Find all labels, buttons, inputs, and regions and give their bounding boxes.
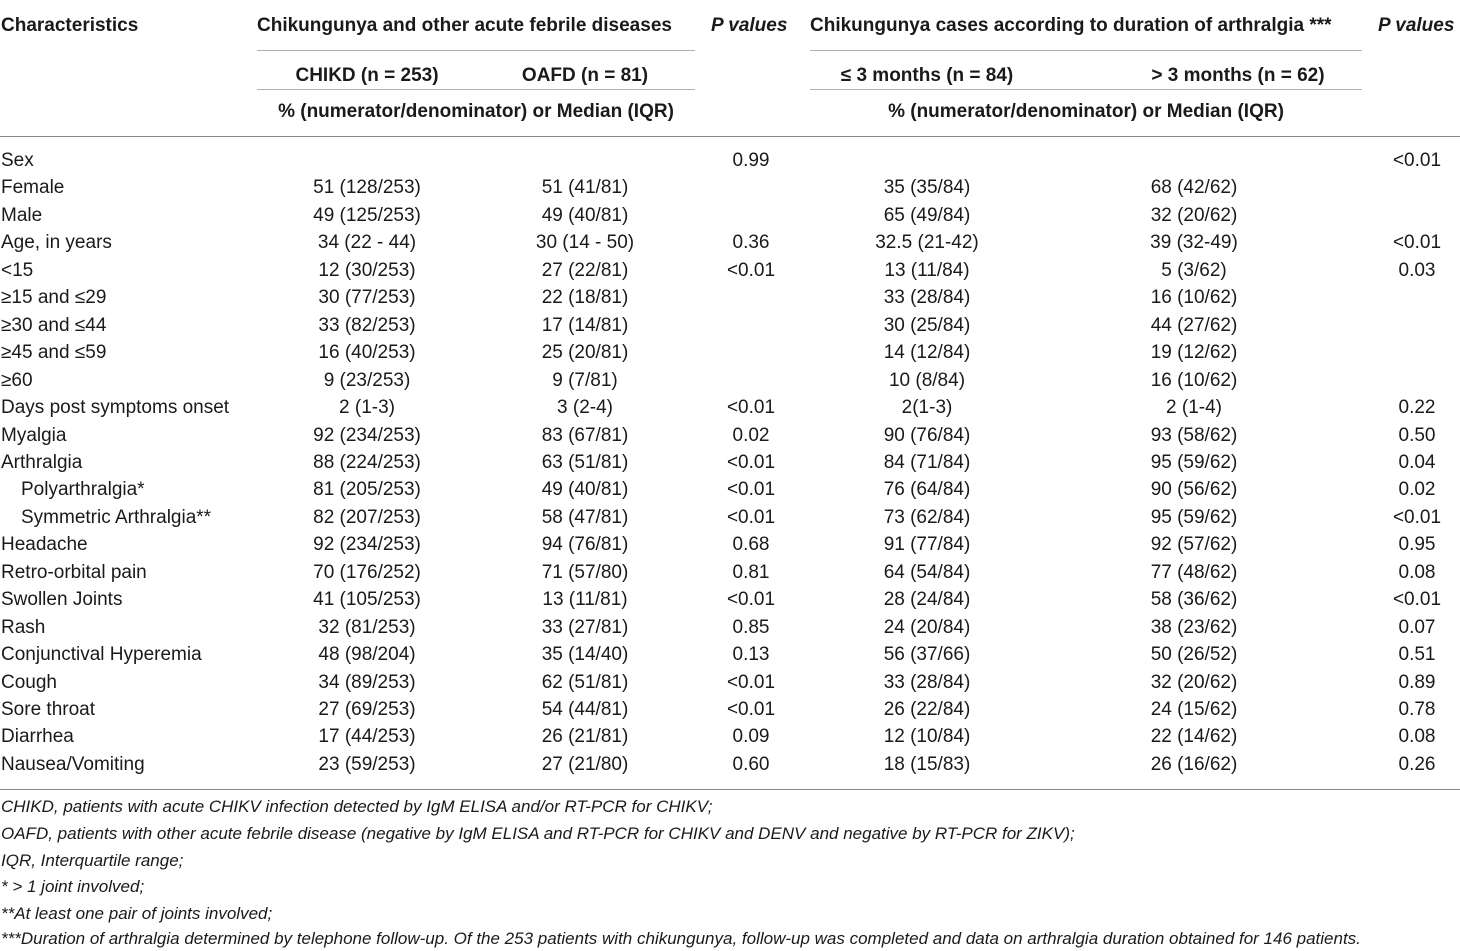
cell-pvalue-2: 0.03	[1398, 259, 1436, 281]
cell-oafd: 33 (27/81)	[541, 616, 629, 638]
cell-chikd: 17 (44/253)	[318, 726, 416, 748]
table-row	[0, 586, 1460, 613]
cell-gt3-months: 77 (48/62)	[1150, 561, 1238, 583]
cell-le3-months: 24 (20/84)	[883, 616, 971, 638]
cell-chikd: 92 (234/253)	[313, 534, 421, 556]
cell-gt3-months: 92 (57/62)	[1150, 534, 1238, 556]
cell-oafd: 27 (22/81)	[541, 259, 629, 281]
cell-gt3-months: 16 (10/62)	[1150, 287, 1238, 309]
cell-pvalue-2: 0.26	[1398, 753, 1436, 775]
cell-pvalue-1: <0.01	[726, 397, 776, 419]
table-row	[0, 449, 1460, 476]
cell-pvalue-2: <0.01	[1392, 150, 1442, 171]
cell-gt3-months: 2 (1-4)	[1166, 397, 1222, 419]
cell-le3-months: 65 (49/84)	[883, 204, 971, 226]
table-row	[0, 559, 1460, 586]
row-label: Nausea/Vomiting	[1, 753, 145, 775]
cell-le3-months: 90 (76/84)	[883, 424, 971, 446]
cell-le3-months: 33 (28/84)	[883, 287, 971, 309]
row-label: Sex	[1, 150, 34, 171]
cell-pvalue-1: <0.01	[726, 479, 776, 501]
row-label: Age, in years	[1, 232, 112, 254]
cell-le3-months: 64 (54/84)	[883, 561, 971, 583]
cell-le3-months: 13 (11/84)	[884, 259, 970, 281]
cell-pvalue-2: 0.08	[1398, 726, 1436, 748]
cell-chikd: 82 (207/253)	[313, 506, 421, 528]
header-units-1: % (numerator/denominator) or Median (IQR)	[278, 101, 674, 122]
cell-oafd: 58 (47/81)	[541, 506, 629, 528]
table-row	[0, 147, 1460, 174]
table-row	[0, 229, 1460, 256]
header-oafd: OAFD (n = 81)	[521, 65, 649, 86]
cell-gt3-months: 50 (26/52)	[1150, 644, 1238, 666]
row-label: Polyarthralgia*	[21, 479, 145, 501]
cell-pvalue-1: <0.01	[726, 506, 776, 528]
cell-chikd: 49 (125/253)	[313, 204, 421, 226]
cell-gt3-months: 38 (23/62)	[1150, 616, 1238, 638]
cell-oafd: 49 (40/81)	[541, 479, 629, 501]
row-label: Retro-orbital pain	[1, 561, 147, 583]
footnote-triple-asterisk: ***Duration of arthralgia determined by telephone follow-up. Of the 253 patients with chikungunya, follow-up was completed and data on arthralgia duration obtained for 146 patients.	[1, 929, 1361, 948]
header-le3-months: ≤ 3 months (n = 84)	[840, 65, 1014, 86]
cell-gt3-months: 24 (15/62)	[1150, 699, 1238, 720]
cell-chikd: 12 (30/253)	[318, 259, 416, 281]
header-pvalues-1: P values	[711, 15, 788, 36]
cell-pvalue-2: 0.02	[1398, 479, 1436, 501]
cell-chikd: 81 (205/253)	[313, 479, 421, 501]
table-row	[0, 696, 1460, 723]
cell-oafd: 17 (14/81)	[541, 314, 629, 336]
cell-le3-months: 73 (62/84)	[883, 506, 971, 528]
table-row	[0, 367, 1460, 394]
cell-oafd: 25 (20/81)	[541, 342, 629, 364]
cell-chikd: 9 (23/253)	[323, 369, 411, 391]
cell-gt3-months: 32 (20/62)	[1150, 204, 1238, 226]
table-row	[0, 339, 1460, 366]
table-row	[0, 257, 1460, 284]
cell-pvalue-1: 0.99	[732, 150, 770, 171]
cell-le3-months: 10 (8/84)	[888, 369, 966, 391]
cell-pvalue-2: 0.04	[1398, 451, 1436, 473]
cell-gt3-months: 5 (3/62)	[1161, 259, 1227, 281]
cell-oafd: 3 (2-4)	[557, 397, 613, 419]
cell-gt3-months: 93 (58/62)	[1150, 424, 1238, 446]
cell-pvalue-2: 0.95	[1398, 534, 1436, 556]
cell-oafd: 49 (40/81)	[541, 204, 629, 226]
cell-gt3-months: 16 (10/62)	[1150, 369, 1238, 391]
cell-chikd: 16 (40/253)	[318, 342, 416, 364]
row-label: Headache	[1, 534, 88, 556]
header-gt3-months: > 3 months (n = 62)	[1151, 65, 1325, 86]
cell-chikd: 2 (1-3)	[339, 397, 395, 419]
cell-oafd: 35 (14/40)	[541, 644, 629, 666]
table-row	[0, 202, 1460, 229]
cell-oafd: 71 (57/80)	[541, 561, 629, 583]
cell-pvalue-1: <0.01	[726, 259, 776, 281]
row-label: Sore throat	[1, 699, 95, 720]
row-label: ≥45 and ≤59	[1, 342, 107, 364]
table-bottom-rule	[0, 789, 1460, 790]
cell-gt3-months: 58 (36/62)	[1150, 589, 1238, 611]
cell-gt3-months: 95 (59/62)	[1150, 451, 1238, 473]
cell-gt3-months: 68 (42/62)	[1150, 177, 1238, 199]
cell-oafd: 62 (51/81)	[541, 671, 629, 693]
row-label: Symmetric Arthralgia**	[21, 506, 212, 528]
table-row	[0, 394, 1460, 421]
cell-oafd: 54 (44/81)	[541, 699, 629, 720]
cell-pvalue-1: 0.09	[732, 726, 770, 748]
cell-gt3-months: 26 (16/62)	[1150, 753, 1238, 775]
row-label: Myalgia	[1, 424, 67, 446]
table-row	[0, 723, 1460, 750]
table-row	[0, 669, 1460, 696]
table-row	[0, 476, 1460, 503]
cell-pvalue-1: <0.01	[726, 589, 776, 611]
table-row	[0, 751, 1460, 778]
row-label: Conjunctival Hyperemia	[1, 644, 202, 666]
cell-oafd: 13 (11/81)	[542, 589, 628, 611]
table-row	[0, 614, 1460, 641]
cell-pvalue-2: 0.50	[1398, 424, 1436, 446]
cell-gt3-months: 32 (20/62)	[1150, 671, 1238, 693]
cell-le3-months: 91 (77/84)	[883, 534, 971, 556]
table-row	[0, 641, 1460, 668]
cell-le3-months: 26 (22/84)	[883, 699, 971, 720]
header-chikd: CHIKD (n = 253)	[295, 65, 439, 86]
header-rule-subgroup1	[257, 89, 695, 90]
cell-pvalue-1: 0.85	[732, 616, 770, 638]
cell-le3-months: 32.5 (21-42)	[875, 232, 979, 254]
cell-oafd: 94 (76/81)	[541, 534, 629, 556]
cell-le3-months: 56 (37/66)	[883, 644, 971, 666]
cell-chikd: 92 (234/253)	[313, 424, 421, 446]
footnote-chikd: CHIKD, patients with acute CHIKV infection detected by IgM ELISA and/or RT-PCR for CHIKV;	[1, 797, 713, 816]
cell-chikd: 34 (89/253)	[318, 671, 416, 693]
table-row	[0, 422, 1460, 449]
cell-chikd: 34 (22 - 44)	[317, 232, 417, 254]
cell-pvalue-2: 0.89	[1398, 671, 1436, 693]
cell-chikd: 51 (128/253)	[313, 177, 421, 199]
cell-le3-months: 30 (25/84)	[883, 314, 971, 336]
cell-chikd: 30 (77/253)	[318, 287, 416, 309]
header-rule-group2	[810, 50, 1362, 51]
header-units-2: % (numerator/denominator) or Median (IQR)	[888, 101, 1284, 122]
cell-le3-months: 84 (71/84)	[883, 451, 971, 473]
cell-oafd: 30 (14 - 50)	[535, 232, 635, 254]
cell-pvalue-1: <0.01	[726, 451, 776, 473]
cell-le3-months: 2(1-3)	[901, 397, 953, 419]
row-label: Days post symptoms onset	[1, 397, 230, 419]
cell-oafd: 51 (41/81)	[541, 177, 629, 199]
cell-gt3-months: 22 (14/62)	[1150, 726, 1238, 748]
footnote-iqr: IQR, Interquartile range;	[1, 851, 184, 870]
cell-pvalue-1: 0.13	[732, 644, 770, 666]
footnote-double-asterisk: **At least one pair of joints involved;	[1, 904, 273, 923]
cell-le3-months: 33 (28/84)	[883, 671, 971, 693]
cell-oafd: 83 (67/81)	[541, 424, 629, 446]
cell-gt3-months: 19 (12/62)	[1150, 342, 1238, 364]
cell-chikd: 48 (98/204)	[318, 644, 416, 666]
cell-pvalue-1: 0.81	[732, 561, 770, 583]
row-label: Female	[1, 177, 65, 199]
cell-chikd: 23 (59/253)	[318, 753, 416, 775]
cell-pvalue-2: 0.07	[1398, 616, 1436, 638]
cell-pvalue-2: 0.51	[1398, 644, 1436, 666]
header-bottom-rule	[0, 136, 1460, 137]
cell-chikd: 41 (105/253)	[313, 589, 421, 611]
table-row	[0, 531, 1460, 558]
row-label: Arthralgia	[1, 451, 83, 473]
row-label: ≥60	[1, 369, 33, 391]
row-label: ≥30 and ≤44	[1, 314, 107, 336]
cell-gt3-months: 95 (59/62)	[1150, 506, 1238, 528]
cell-gt3-months: 39 (32-49)	[1150, 232, 1238, 254]
row-label: <15	[1, 259, 34, 281]
cell-pvalue-2: <0.01	[1392, 232, 1442, 254]
cell-le3-months: 12 (10/84)	[883, 726, 971, 748]
header-group2-title: Chikungunya cases according to duration of arthralgia ***	[810, 15, 1332, 36]
header-rule-subgroup2	[810, 89, 1362, 90]
cell-oafd: 63 (51/81)	[541, 451, 629, 473]
cell-pvalue-2: <0.01	[1392, 506, 1442, 528]
header-group1-title: Chikungunya and other acute febrile diseases	[257, 15, 672, 36]
table-row	[0, 312, 1460, 339]
cell-gt3-months: 90 (56/62)	[1150, 479, 1238, 501]
cell-oafd: 22 (18/81)	[541, 287, 629, 309]
table-row	[0, 174, 1460, 201]
table-row	[0, 284, 1460, 311]
cell-le3-months: 28 (24/84)	[883, 589, 971, 611]
cell-oafd: 26 (21/81)	[541, 726, 629, 748]
cell-pvalue-1: <0.01	[726, 671, 776, 693]
cell-pvalue-1: <0.01	[726, 699, 776, 720]
cell-pvalue-1: 0.02	[732, 424, 770, 446]
row-label: Male	[1, 204, 43, 226]
cell-gt3-months: 44 (27/62)	[1150, 314, 1238, 336]
cell-pvalue-2: <0.01	[1392, 589, 1442, 611]
header-pvalues-2: P values	[1378, 15, 1455, 36]
table-row	[0, 504, 1460, 531]
row-label: Diarrhea	[1, 726, 74, 748]
cell-le3-months: 18 (15/83)	[883, 753, 971, 775]
cell-chikd: 88 (224/253)	[313, 451, 421, 473]
cell-le3-months: 35 (35/84)	[883, 177, 971, 199]
cell-chikd: 32 (81/253)	[318, 616, 416, 638]
header-characteristics: Characteristics	[1, 15, 139, 36]
cell-pvalue-2: 0.08	[1398, 561, 1436, 583]
header-rule-group1	[257, 50, 695, 51]
row-label: Rash	[1, 616, 46, 638]
cell-pvalue-2: 0.78	[1398, 699, 1436, 720]
cell-pvalue-2: 0.22	[1398, 397, 1436, 419]
cell-oafd: 27 (21/80)	[541, 753, 629, 775]
row-label: ≥15 and ≤29	[1, 287, 107, 309]
cell-le3-months: 14 (12/84)	[883, 342, 971, 364]
row-label: Swollen Joints	[1, 589, 123, 611]
cell-pvalue-1: 0.36	[732, 232, 770, 254]
cell-pvalue-1: 0.68	[732, 534, 770, 556]
cell-oafd: 9 (7/81)	[552, 369, 618, 391]
footnote-oafd: OAFD, patients with other acute febrile disease (negative by IgM ELISA and RT-PCR for CHIKV and DENV and negative by RT-PCR for ZIKV);	[1, 824, 1075, 843]
footnote-single-asterisk: * > 1 joint involved;	[1, 877, 145, 896]
cell-chikd: 70 (176/252)	[313, 561, 421, 583]
cell-chikd: 27 (69/253)	[318, 699, 416, 720]
cell-pvalue-1: 0.60	[732, 753, 770, 775]
cell-chikd: 33 (82/253)	[318, 314, 416, 336]
row-label: Cough	[1, 671, 57, 693]
cell-le3-months: 76 (64/84)	[883, 479, 971, 501]
